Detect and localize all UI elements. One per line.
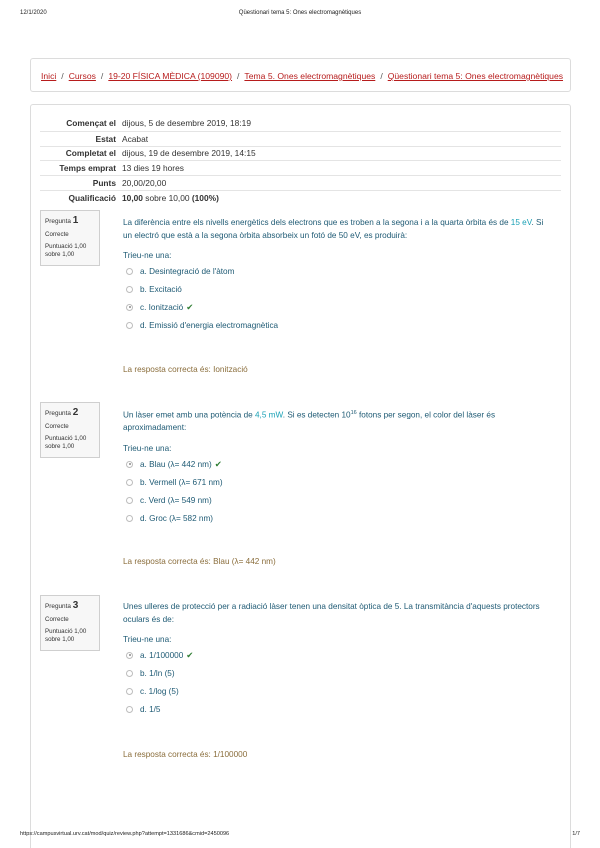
grade-score: 10,00	[122, 192, 143, 203]
radio-button[interactable]	[126, 322, 133, 329]
summary-row	[40, 116, 561, 131]
question-text: Un làser emet amb una potència de 4,5 mW. Si es detecten $10^{16}$ fotons per segon, el color del làser és aproximadament:	[123, 410, 496, 433]
check-icon: ✔	[186, 649, 194, 660]
radio-button[interactable]	[126, 515, 133, 522]
radio-button[interactable]	[126, 497, 133, 504]
breadcrumb-course-link[interactable]: 19-20 FÍSICA MÈDICA (109090)	[108, 71, 233, 81]
answer-option[interactable]: d. Groc (λ= 582 nm)	[123, 509, 553, 527]
question-number	[45, 214, 95, 228]
summary-label: Temps emprat	[59, 163, 116, 174]
question-text: Unes ulleres de protecció per a radiació làser tenen una densitat òptica de 5. La transmitància d'aquests protectors oculars és de:	[123, 602, 540, 624]
grade-max: sobre 10,00	[142, 192, 192, 203]
answer-option-selected[interactable]: a. 1/100000 ✔	[123, 646, 553, 664]
question-number-value: 3	[72, 600, 79, 611]
answer-option[interactable]: b. Vermell (λ= 671 nm)	[123, 473, 553, 491]
question-score: Puntuació 1,00 sobre 1,00	[45, 242, 87, 259]
choose-one-prompt: Trieu-ne una:	[123, 635, 172, 645]
radio-button[interactable]	[126, 670, 133, 677]
summary-label: Punts	[92, 178, 116, 189]
answer-options	[123, 455, 553, 527]
summary-row	[40, 131, 561, 146]
summary-label: Completat el	[65, 148, 116, 159]
question-body-3	[123, 601, 553, 718]
print-title: Qüestionari tema 5: Ones electromagnètiques	[238, 10, 362, 16]
radio-button[interactable]	[126, 268, 133, 275]
summary-label: Estat	[95, 133, 116, 144]
summary-value: dijous, 5 de desembre 2019, 18:19	[122, 118, 251, 129]
answer-option[interactable]: b. 1/ln (5)	[123, 664, 553, 682]
answer-options	[123, 262, 553, 334]
radio-button-selected[interactable]	[126, 304, 133, 311]
check-icon: ✔	[186, 301, 194, 312]
question-value: 15 eV	[510, 218, 532, 227]
print-footer	[20, 831, 580, 837]
grade-percent: (100%)	[191, 192, 219, 203]
answer-option[interactable]: d. Emissió d'energia electromagnètica	[123, 316, 553, 334]
radio-button[interactable]	[126, 286, 133, 293]
summary-row	[40, 175, 561, 190]
summary-label: Començat el	[66, 118, 116, 129]
answer-option[interactable]: a. Desintegració de l'àtom	[123, 262, 553, 280]
answer-option[interactable]: c. Verd (λ= 549 nm)	[123, 491, 553, 509]
radio-button-selected[interactable]	[126, 461, 133, 468]
answer-options	[123, 646, 553, 718]
breadcrumb-courses-link[interactable]: Cursos	[68, 71, 96, 81]
print-date: 12/1/2020	[20, 10, 47, 16]
radio-button[interactable]	[126, 479, 133, 486]
breadcrumb-home-link[interactable]: Inici	[41, 71, 57, 81]
question-score: Puntuació 1,00 sobre 1,00	[45, 627, 87, 644]
question-info-1	[40, 210, 100, 266]
question-state: Correcte	[45, 615, 69, 623]
question-label: Pregunta	[45, 603, 71, 610]
correct-answer-feedback: La resposta correcta és: 1/100000	[123, 750, 248, 759]
question-number	[45, 406, 95, 420]
correct-answer-feedback: La resposta correcta és: Ionització	[123, 365, 248, 374]
summary-value: Acabat	[122, 133, 149, 144]
question-value: 4,5 mW	[255, 410, 283, 420]
summary-value: dijous, 19 de desembre 2019, 14:15	[122, 148, 256, 159]
attempt-summary-table	[40, 116, 561, 205]
question-number-value: 1	[72, 215, 79, 226]
question-number-value: 2	[72, 407, 79, 418]
question-score: Puntuació 1,00 sobre 1,00	[45, 434, 87, 451]
choose-one-prompt: Trieu-ne una:	[123, 444, 172, 454]
question-state: Correcte	[45, 230, 69, 238]
breadcrumb-separator: /	[100, 71, 104, 81]
breadcrumb-separator: /	[61, 71, 64, 81]
question-text: La diferència entre els nivells energètics dels electrons que es troben a la segona i a la quarta òrbita és de 15 eV. Si un electró que està a la segona òrbita absorbeix un fotó de 50 eV, es produirà:	[123, 218, 544, 240]
summary-row	[40, 146, 561, 161]
summary-value: 13 dies 19 hores	[122, 163, 184, 174]
print-page-number: 1/7	[572, 831, 580, 837]
answer-option[interactable]: c. 1/log (5)	[123, 682, 553, 700]
breadcrumb-separator: /	[380, 71, 383, 81]
question-label: Pregunta	[45, 410, 71, 417]
summary-row	[40, 160, 561, 175]
question-label: Pregunta	[45, 218, 71, 225]
radio-button[interactable]	[126, 688, 133, 695]
breadcrumb-quiz-link[interactable]: Qüestionari tema 5: Ones electromagnètiques	[387, 71, 564, 81]
choose-one-prompt: Trieu-ne una:	[123, 251, 172, 261]
breadcrumb-separator: /	[237, 71, 240, 81]
breadcrumb	[30, 58, 571, 92]
radio-button[interactable]	[126, 706, 133, 713]
question-number	[45, 599, 95, 613]
check-icon: ✔	[214, 458, 222, 469]
print-url: https://campusvirtual.urv.cat/mod/quiz/review.php?attempt=1331686&cmid=2450096	[20, 831, 230, 837]
correct-answer-feedback: La resposta correcta és: Blau (λ= 442 nm)	[123, 557, 276, 566]
question-info-2	[40, 402, 100, 458]
question-info-3	[40, 595, 100, 651]
print-header	[20, 10, 580, 20]
summary-value: 20,00/20,00	[122, 178, 167, 189]
breadcrumb-topic-link[interactable]: Tema 5. Ones electromagnètiques	[244, 71, 376, 81]
answer-option[interactable]: b. Excitació	[123, 280, 553, 298]
question-state: Correcte	[45, 422, 69, 430]
grade-value	[122, 193, 219, 203]
answer-option[interactable]: d. 1/5	[123, 700, 553, 718]
question-body-1	[123, 217, 553, 334]
summary-row	[40, 190, 561, 205]
question-body-2	[123, 409, 553, 527]
summary-label: Qualificació	[68, 192, 116, 203]
radio-button-selected[interactable]	[126, 652, 133, 659]
answer-option-selected[interactable]: a. Blau (λ= 442 nm) ✔	[123, 455, 553, 473]
answer-option-selected[interactable]: c. Ionització ✔	[123, 298, 553, 316]
